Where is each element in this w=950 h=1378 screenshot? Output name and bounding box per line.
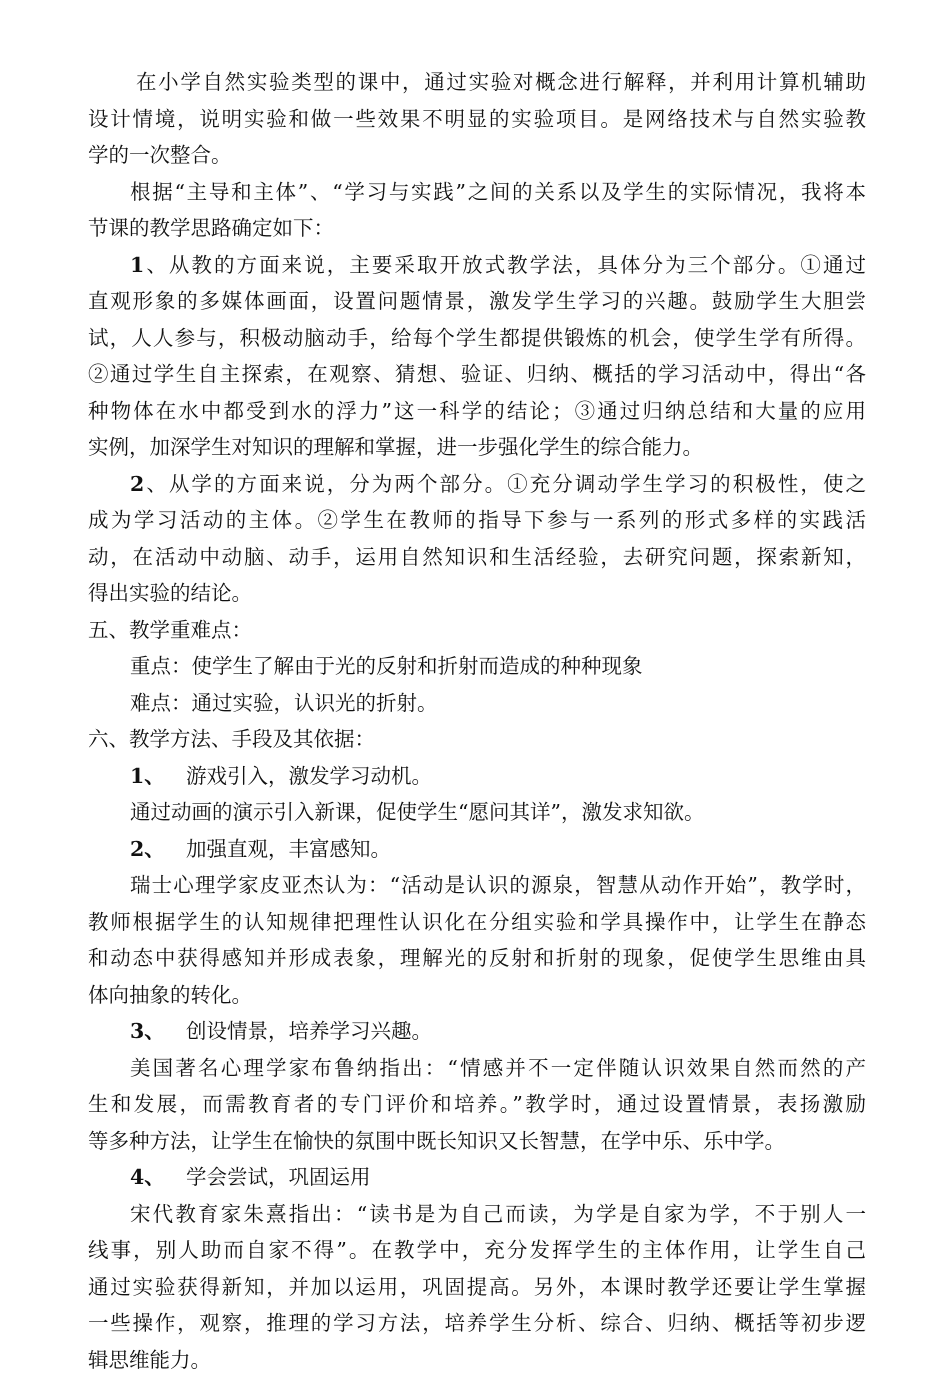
item-number: 2 <box>130 466 144 503</box>
text-line: ②通过学生自主探索，在观察、猜想、验证、归纳、概括的学习活动中，得出“各 <box>88 356 866 393</box>
line-text: 、从学的方面来说，分为两个部分。①充分调动学生学习的积极性，使之 <box>144 472 866 496</box>
document-page <box>88 64 866 1378</box>
section-heading-6: 六、教学方法、手段及其依据： <box>88 721 866 758</box>
method-item-4 <box>88 1159 866 1378</box>
method-title: 加强直观，丰富感知。 <box>186 837 391 861</box>
text-line: 通过动画的演示引入新课，促使学生“愿问其详”，激发求知欲。 <box>88 794 866 831</box>
text-line: 实例，加深学生对知识的理解和掌握，进一步强化学生的综合能力。 <box>88 429 866 466</box>
text-line <box>88 466 866 503</box>
text-line: 宋代教育家朱熹指出：“读书是为自己而读，为学是自家为学，不于别人一 <box>88 1196 866 1233</box>
text-line: 辑思维能力。 <box>88 1342 866 1378</box>
text-line: 通过实验获得新知，并加以运用，巩固提高。另外，本课时教学还要让学生掌握 <box>88 1269 866 1306</box>
method-title-line <box>88 1013 866 1050</box>
paragraph-intro <box>88 64 866 174</box>
key-point: 重点：使学生了解由于光的反射和折射而造成的种种现象 <box>88 648 866 685</box>
method-title-line <box>88 1159 866 1196</box>
paragraph-learning-side <box>88 466 866 612</box>
method-title: 游戏引入，激发学习动机。 <box>186 764 432 788</box>
text-line: 动，在活动中动脑、动手，运用自然知识和生活经验，去研究问题，探索新知， <box>88 539 866 576</box>
paragraph-teaching-approach <box>88 174 866 247</box>
text-line: 节课的教学思路确定如下： <box>88 210 866 247</box>
text-line: 生和发展，而需教育者的专门评价和培养。”教学时，通过设置情景，表扬激励 <box>88 1086 866 1123</box>
item-number: 4、 <box>130 1159 186 1196</box>
text-line: 直观形象的多媒体画面，设置问题情景，激发学生学习的兴趣。鼓励学生大胆尝 <box>88 283 866 320</box>
method-title: 学会尝试，巩固运用 <box>186 1165 371 1189</box>
text-line: 根据“主导和主体”、“学习与实践”之间的关系以及学生的实际情况，我将本 <box>88 174 866 211</box>
method-title-line <box>88 831 866 868</box>
method-item-3 <box>88 1013 866 1159</box>
difficult-point: 难点：通过实验，认识光的折射。 <box>88 685 866 722</box>
text-line: 一些操作，观察，推理的学习方法，培养学生分析、综合、归纳、概括等初步逻 <box>88 1305 866 1342</box>
text-line: 种物体在水中都受到水的浮力”这一科学的结论；③通过归纳总结和大量的应用 <box>88 393 866 430</box>
text-line: 线事，别人助而自家不得”。在教学中，充分发挥学生的主体作用，让学生自己 <box>88 1232 866 1269</box>
text-line: 美国著名心理学家布鲁纳指出：“情感并不一定伴随认识效果自然而然的产 <box>88 1050 866 1087</box>
text-line: 和动态中获得感知并形成表象，理解光的反射和折射的现象，促使学生思维由具 <box>88 940 866 977</box>
text-line: 试，人人参与，积极动脑动手，给每个学生都提供锻炼的机会，使学生学有所得。 <box>88 320 866 357</box>
method-item-1 <box>88 758 866 831</box>
line-text: 、从教的方面来说，主要采取开放式教学法，具体分为三个部分。①通过 <box>144 253 866 277</box>
method-item-2 <box>88 831 866 1014</box>
item-number: 3、 <box>130 1013 186 1050</box>
paragraph-teaching-side <box>88 247 866 466</box>
text-line: 教师根据学生的认知规律把理性认识化在分组实验和学具操作中，让学生在静态 <box>88 904 866 941</box>
section-heading-5: 五、教学重难点： <box>88 612 866 649</box>
text-line: 体向抽象的转化。 <box>88 977 866 1014</box>
text-line: 学的一次整合。 <box>88 137 866 174</box>
method-title: 创设情景，培养学习兴趣。 <box>186 1019 432 1043</box>
method-title-line <box>88 758 866 795</box>
item-number: 1 <box>130 247 144 284</box>
item-number: 2、 <box>130 831 186 868</box>
text-line: 等多种方法，让学生在愉快的氛围中既长知识又长智慧，在学中乐、乐中学。 <box>88 1123 866 1160</box>
text-line: 瑞士心理学家皮亚杰认为：“活动是认识的源泉，智慧从动作开始”，教学时， <box>88 867 866 904</box>
item-number: 1、 <box>130 758 186 795</box>
text-line: 在小学自然实验类型的课中，通过实验对概念进行解释，并利用计算机辅助 <box>88 64 866 101</box>
text-line: 设计情境，说明实验和做一些效果不明显的实验项目。是网络技术与自然实验教 <box>88 101 866 138</box>
text-line <box>88 247 866 284</box>
text-line: 得出实验的结论。 <box>88 575 866 612</box>
text-line: 成为学习活动的主体。②学生在教师的指导下参与一系列的形式多样的实践活 <box>88 502 866 539</box>
